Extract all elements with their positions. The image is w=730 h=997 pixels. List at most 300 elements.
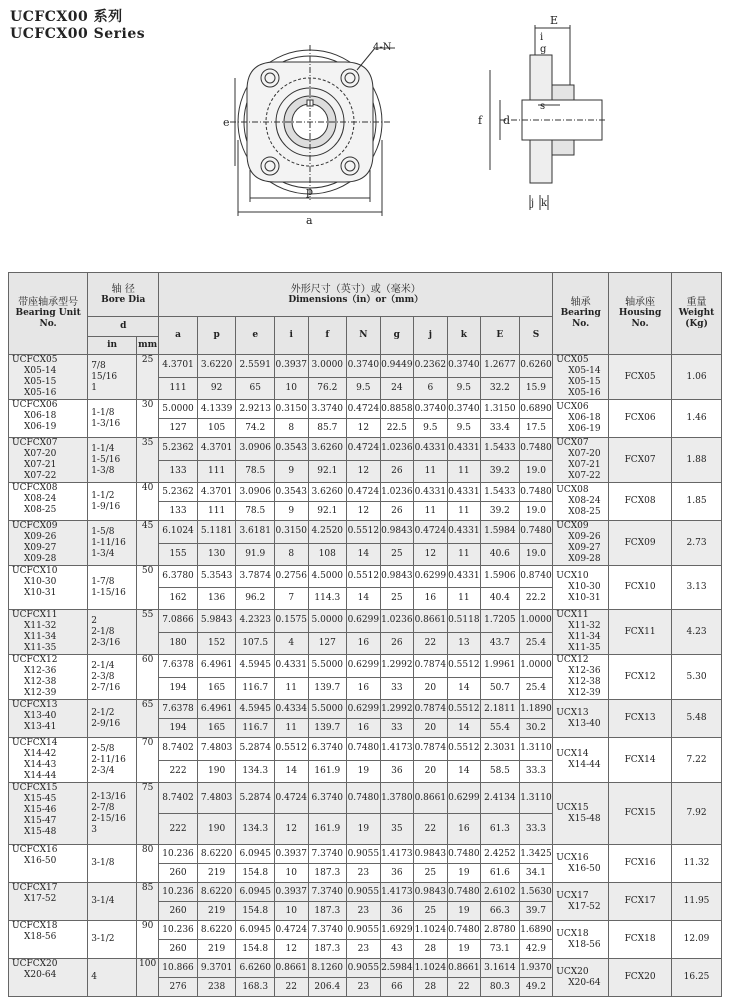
dim-mm-cell: 65 bbox=[236, 377, 275, 400]
weight-cell: 1.06 bbox=[672, 355, 722, 400]
bearing-no-line: UCX05 bbox=[556, 355, 589, 365]
dim-inch-cell: 1.0000 bbox=[519, 655, 553, 678]
dim-mm-cell: 161.9 bbox=[308, 814, 347, 845]
dim-mm-cell: 134.3 bbox=[236, 760, 275, 783]
bearing-no-line: X11-34 bbox=[568, 632, 601, 642]
dim-inch-cell: 1.5630 bbox=[519, 883, 553, 902]
dim-mm-cell: 9 bbox=[275, 460, 309, 483]
dim-mm-cell: 219 bbox=[197, 902, 236, 921]
dim-mm-cell: 40.6 bbox=[481, 543, 520, 566]
dim-inch-cell: 2.8780 bbox=[481, 921, 520, 940]
dim-mm-cell: 190 bbox=[197, 814, 236, 845]
dim-mm-cell: 33.3 bbox=[519, 760, 553, 783]
table-row bbox=[9, 610, 722, 633]
housing-no-cell: FCX11 bbox=[609, 610, 672, 655]
dim-mm-cell: 276 bbox=[159, 978, 198, 997]
dim-inch-cell: 1.1024 bbox=[414, 959, 448, 978]
dim-inch-cell: 5.1181 bbox=[197, 521, 236, 544]
weight-cell: 4.23 bbox=[672, 610, 722, 655]
table-row bbox=[9, 400, 722, 419]
bearing-no-line: X06-19 bbox=[568, 424, 601, 434]
dim-mm-cell: 154.8 bbox=[236, 940, 275, 959]
label-k: k bbox=[541, 198, 548, 209]
dim-inch-cell: 7.6378 bbox=[159, 655, 198, 678]
dim-inch-cell: 8.1260 bbox=[308, 959, 347, 978]
dim-mm-cell: 165 bbox=[197, 677, 236, 700]
housing-no-cell: FCX20 bbox=[609, 959, 672, 997]
dim-inch-cell: 0.9055 bbox=[347, 959, 381, 978]
unit-no-line: UCFCX09 bbox=[12, 521, 58, 531]
dim-mm-cell: 11 bbox=[447, 460, 481, 483]
dim-inch-cell: 0.4724 bbox=[347, 400, 381, 419]
dim-inch-cell: 0.7480 bbox=[519, 438, 553, 461]
dim-inch-cell: 0.8858 bbox=[380, 400, 414, 419]
dim-mm-cell: 10 bbox=[275, 902, 309, 921]
dim-mm-cell: 58.5 bbox=[481, 760, 520, 783]
dim-inch-cell: 5.5000 bbox=[308, 700, 347, 719]
dim-inch-cell: 0.4724 bbox=[347, 483, 381, 502]
header-weight: 重量 Weight (Kg) bbox=[672, 273, 722, 355]
unit-no-line: X12-39 bbox=[24, 688, 57, 698]
dim-inch-cell: 0.5512 bbox=[447, 738, 481, 761]
weight-cell: 1.85 bbox=[672, 483, 722, 521]
unit-no-line: X15-47 bbox=[24, 816, 57, 826]
dim-inch-cell: 4.3701 bbox=[197, 438, 236, 461]
col-g: g bbox=[380, 317, 414, 355]
dim-mm-cell: 11 bbox=[275, 677, 309, 700]
housing-no-cell: FCX14 bbox=[609, 738, 672, 783]
bearing-no-line: X17-52 bbox=[568, 901, 601, 912]
bearing-no-line: X14-44 bbox=[568, 760, 601, 770]
table-row bbox=[9, 521, 722, 544]
bearing-no-cell bbox=[553, 700, 609, 738]
dim-inch-cell: 0.8661 bbox=[447, 959, 481, 978]
unit-no-line: UCFCX12 bbox=[12, 655, 58, 665]
bore-in-cell bbox=[88, 738, 137, 783]
dim-mm-cell: 43 bbox=[380, 940, 414, 959]
dim-mm-cell: 40.4 bbox=[481, 588, 520, 610]
header-dimensions: 外形尺寸（英寸）或（毫米） Dimensions（in）or（mm） bbox=[159, 273, 553, 317]
unit-no-line: UCFCX05 bbox=[12, 355, 58, 365]
bore-mm-cell: 35 bbox=[136, 438, 158, 483]
dim-mm-cell: 108 bbox=[308, 543, 347, 566]
dim-mm-cell: 73.1 bbox=[481, 940, 520, 959]
col-N: N bbox=[347, 317, 381, 355]
header-housing: 轴承座 Housing No. bbox=[609, 273, 672, 355]
dim-inch-cell: 3.0906 bbox=[236, 438, 275, 461]
dim-mm-cell: 12 bbox=[347, 502, 381, 521]
dim-inch-cell: 0.4331 bbox=[447, 438, 481, 461]
header-mm: mm bbox=[136, 337, 158, 355]
dim-inch-cell: 0.9055 bbox=[347, 883, 381, 902]
table-row bbox=[9, 438, 722, 461]
dim-mm-cell: 12 bbox=[347, 419, 381, 438]
bore-in-cell bbox=[88, 883, 137, 921]
header-bearing: 轴承 Bearing No. bbox=[553, 273, 609, 355]
dim-mm-cell: 25 bbox=[380, 588, 414, 610]
dim-mm-cell: 22 bbox=[447, 978, 481, 997]
dim-inch-cell: 0.5512 bbox=[275, 738, 309, 761]
dim-mm-cell: 49.2 bbox=[519, 978, 553, 997]
dim-mm-cell: 16 bbox=[347, 632, 381, 655]
cell-line: 2-15/16 bbox=[91, 813, 126, 824]
housing-no-cell: FCX06 bbox=[609, 400, 672, 438]
unit-no-line: X11-34 bbox=[24, 632, 57, 642]
table-row bbox=[9, 845, 722, 864]
table-row bbox=[9, 921, 722, 940]
dim-mm-cell: 14 bbox=[275, 760, 309, 783]
dim-inch-cell: 6.3740 bbox=[308, 783, 347, 814]
bearing-no-line: X07-22 bbox=[568, 471, 601, 481]
dim-inch-cell: 3.6260 bbox=[308, 438, 347, 461]
cell-line: 1-11/16 bbox=[91, 537, 126, 548]
bore-mm-cell: 65 bbox=[136, 700, 158, 738]
dim-mm-cell: 165 bbox=[197, 719, 236, 738]
weight-cell: 1.46 bbox=[672, 400, 722, 438]
cell-line: 2-1/4 bbox=[91, 660, 115, 671]
dim-inch-cell: 0.4724 bbox=[414, 521, 448, 544]
dim-mm-cell: 19.0 bbox=[519, 543, 553, 566]
dim-mm-cell: 11 bbox=[414, 502, 448, 521]
dim-mm-cell: 14 bbox=[347, 543, 381, 566]
bore-in-cell bbox=[88, 655, 137, 700]
dim-inch-cell: 0.1575 bbox=[275, 610, 309, 633]
bearing-no-line: X13-40 bbox=[568, 718, 601, 729]
bearing-no-line: UCX07 bbox=[556, 438, 589, 448]
front-view-drawing bbox=[215, 40, 435, 245]
table-row bbox=[9, 655, 722, 678]
dim-inch-cell: 0.4331 bbox=[414, 483, 448, 502]
unit-no-cell bbox=[9, 700, 88, 738]
col-p: p bbox=[197, 317, 236, 355]
cell-line: 1-3/4 bbox=[91, 548, 115, 559]
dim-inch-cell: 0.5118 bbox=[447, 610, 481, 633]
dim-mm-cell: 33.3 bbox=[519, 814, 553, 845]
dim-mm-cell: 8 bbox=[275, 543, 309, 566]
dim-mm-cell: 19.0 bbox=[519, 460, 553, 483]
dim-mm-cell: 139.7 bbox=[308, 719, 347, 738]
dim-inch-cell: 7.3740 bbox=[308, 883, 347, 902]
cell-line: 1-1/2 bbox=[91, 490, 115, 501]
bore-mm-cell: 40 bbox=[136, 483, 158, 521]
cell-line: 1 bbox=[91, 382, 97, 393]
dim-mm-cell: 187.3 bbox=[308, 940, 347, 959]
cell-line: 2-5/8 bbox=[91, 743, 115, 754]
housing-no-cell: FCX08 bbox=[609, 483, 672, 521]
unit-no-cell bbox=[9, 483, 88, 521]
dim-inch-cell: 6.1024 bbox=[159, 521, 198, 544]
unit-no-line: UCFCX13 bbox=[12, 700, 58, 710]
dim-inch-cell: 0.3543 bbox=[275, 483, 309, 502]
bore-in-cell bbox=[88, 783, 137, 845]
bearing-no-cell bbox=[553, 483, 609, 521]
dim-mm-cell: 16 bbox=[347, 677, 381, 700]
dim-mm-cell: 55.4 bbox=[481, 719, 520, 738]
unit-no-cell bbox=[9, 921, 88, 959]
dim-inch-cell: 10.866 bbox=[159, 959, 198, 978]
side-view-drawing bbox=[470, 10, 610, 215]
dim-inch-cell: 0.7480 bbox=[519, 521, 553, 544]
unit-no-cell bbox=[9, 959, 88, 997]
dim-mm-cell: 11 bbox=[447, 543, 481, 566]
label-d: d bbox=[503, 114, 511, 127]
unit-no-line: X09-27 bbox=[24, 543, 57, 553]
dim-inch-cell: 0.9843 bbox=[380, 521, 414, 544]
dim-mm-cell: 22 bbox=[414, 814, 448, 845]
dim-mm-cell: 20 bbox=[414, 719, 448, 738]
bearing-no-line: X05-14 bbox=[568, 366, 601, 376]
label-f: f bbox=[478, 114, 483, 127]
bearing-no-line: X05-16 bbox=[568, 388, 601, 398]
cell-line: 1-1/8 bbox=[91, 407, 115, 418]
dim-inch-cell: 6.6260 bbox=[236, 959, 275, 978]
dim-mm-cell: 187.3 bbox=[308, 864, 347, 883]
unit-no-line: X06-19 bbox=[24, 422, 57, 432]
dim-mm-cell: 26 bbox=[380, 632, 414, 655]
dim-inch-cell: 0.9843 bbox=[414, 883, 448, 902]
weight-cell: 5.48 bbox=[672, 700, 722, 738]
unit-no-line: X14-44 bbox=[24, 771, 57, 781]
dim-mm-cell: 15.9 bbox=[519, 377, 553, 400]
cell-line: 15/16 bbox=[91, 371, 118, 382]
housing-no-cell: FCX18 bbox=[609, 921, 672, 959]
dim-inch-cell: 0.3543 bbox=[275, 438, 309, 461]
dim-inch-cell: 1.9370 bbox=[519, 959, 553, 978]
bearing-no-line: UCX13 bbox=[556, 707, 589, 718]
dim-inch-cell: 1.1024 bbox=[414, 921, 448, 940]
dim-mm-cell: 66 bbox=[380, 978, 414, 997]
unit-no-line: UCFCX07 bbox=[12, 438, 58, 448]
bearing-no-line: X20-64 bbox=[568, 977, 601, 988]
cell-line: 2-1/2 bbox=[91, 707, 115, 718]
dim-inch-cell: 0.9843 bbox=[380, 566, 414, 588]
dim-inch-cell: 1.4173 bbox=[380, 845, 414, 864]
dim-mm-cell: 28 bbox=[414, 978, 448, 997]
dim-inch-cell: 0.5512 bbox=[347, 566, 381, 588]
dim-inch-cell: 3.6220 bbox=[197, 355, 236, 378]
unit-no-line: UCFCX06 bbox=[12, 400, 58, 410]
dim-mm-cell: 24 bbox=[380, 377, 414, 400]
unit-no-line: UCFCX08 bbox=[12, 483, 58, 493]
dim-mm-cell: 23 bbox=[347, 940, 381, 959]
dim-inch-cell: 0.4724 bbox=[275, 783, 309, 814]
unit-no-cell bbox=[9, 845, 88, 883]
dim-mm-cell: 9.5 bbox=[347, 377, 381, 400]
unit-no-line: UCFCX11 bbox=[12, 610, 58, 620]
dim-inch-cell: 6.4961 bbox=[197, 655, 236, 678]
bearing-no-cell bbox=[553, 783, 609, 845]
dim-inch-cell: 5.3543 bbox=[197, 566, 236, 588]
dim-inch-cell: 0.7874 bbox=[414, 700, 448, 719]
dim-mm-cell: 194 bbox=[159, 719, 198, 738]
unit-no-cell bbox=[9, 883, 88, 921]
dim-inch-cell: 1.0000 bbox=[519, 610, 553, 633]
dim-inch-cell: 0.7480 bbox=[519, 483, 553, 502]
weight-cell: 16.25 bbox=[672, 959, 722, 997]
dim-inch-cell: 0.2756 bbox=[275, 566, 309, 588]
dim-inch-cell: 1.4173 bbox=[380, 738, 414, 761]
dim-inch-cell: 4.5945 bbox=[236, 700, 275, 719]
bearing-no-line: X11-35 bbox=[568, 643, 601, 653]
table-row bbox=[9, 883, 722, 902]
bore-mm-cell: 70 bbox=[136, 738, 158, 783]
dim-inch-cell: 0.3740 bbox=[414, 400, 448, 419]
unit-no-line: X10-30 bbox=[24, 577, 57, 587]
dim-inch-cell: 0.7874 bbox=[414, 738, 448, 761]
dim-mm-cell: 12 bbox=[347, 460, 381, 483]
bearing-no-cell bbox=[553, 845, 609, 883]
bore-in-cell bbox=[88, 700, 137, 738]
bore-mm-cell: 60 bbox=[136, 655, 158, 700]
dim-mm-cell: 92 bbox=[197, 377, 236, 400]
dim-mm-cell: 127 bbox=[159, 419, 198, 438]
cell-line: 1-1/4 bbox=[91, 443, 115, 454]
unit-no-line: X14-42 bbox=[24, 749, 57, 759]
unit-no-line: X13-40 bbox=[24, 711, 57, 721]
dim-inch-cell: 0.9055 bbox=[347, 845, 381, 864]
dim-inch-cell: 1.5906 bbox=[481, 566, 520, 588]
dim-inch-cell: 0.8661 bbox=[414, 610, 448, 633]
bearing-no-line: X09-28 bbox=[568, 554, 601, 564]
dim-inch-cell: 4.3701 bbox=[197, 483, 236, 502]
weight-cell: 2.73 bbox=[672, 521, 722, 566]
unit-no-line: UCFCX14 bbox=[12, 738, 58, 748]
weight-cell: 5.30 bbox=[672, 655, 722, 700]
bore-mm-cell: 55 bbox=[136, 610, 158, 655]
bearing-no-cell bbox=[553, 438, 609, 483]
dim-inch-cell: 0.8661 bbox=[414, 783, 448, 814]
dim-mm-cell: 33 bbox=[380, 719, 414, 738]
unit-no-cell bbox=[9, 610, 88, 655]
bearing-no-line: X12-39 bbox=[568, 688, 601, 698]
dim-mm-cell: 6 bbox=[414, 377, 448, 400]
unit-no-line: X05-14 bbox=[24, 366, 57, 376]
dim-mm-cell: 26 bbox=[380, 502, 414, 521]
unit-no-line: X05-15 bbox=[24, 377, 57, 387]
bearing-no-line: UCX18 bbox=[556, 928, 589, 939]
unit-no-line: X18-56 bbox=[24, 932, 57, 942]
dim-mm-cell: 78.5 bbox=[236, 460, 275, 483]
bearing-no-line: UCX11 bbox=[556, 610, 589, 620]
dim-mm-cell: 14 bbox=[447, 760, 481, 783]
weight-cell: 11.32 bbox=[672, 845, 722, 883]
dim-mm-cell: 11 bbox=[447, 588, 481, 610]
cell-line: 1-3/16 bbox=[91, 418, 121, 429]
dim-inch-cell: 0.3937 bbox=[275, 355, 309, 378]
dim-mm-cell: 78.5 bbox=[236, 502, 275, 521]
dim-inch-cell: 0.3937 bbox=[275, 845, 309, 864]
dim-inch-cell: 6.0945 bbox=[236, 883, 275, 902]
label-j: j bbox=[531, 198, 535, 209]
dim-inch-cell: 0.4331 bbox=[275, 655, 309, 678]
dim-inch-cell: 8.6220 bbox=[197, 921, 236, 940]
weight-cell: 7.92 bbox=[672, 783, 722, 845]
dim-mm-cell: 127 bbox=[308, 632, 347, 655]
dim-inch-cell: 5.2874 bbox=[236, 738, 275, 761]
dim-mm-cell: 19 bbox=[447, 940, 481, 959]
bearing-no-line: X08-24 bbox=[568, 496, 601, 506]
dim-inch-cell: 0.3150 bbox=[275, 521, 309, 544]
bearing-no-cell bbox=[553, 355, 609, 400]
dim-inch-cell: 7.4803 bbox=[197, 783, 236, 814]
dim-inch-cell: 4.1339 bbox=[197, 400, 236, 419]
cell-line: 2-3/16 bbox=[91, 637, 121, 648]
dim-mm-cell: 4 bbox=[275, 632, 309, 655]
dim-mm-cell: 10 bbox=[275, 377, 309, 400]
bore-mm-cell: 85 bbox=[136, 883, 158, 921]
dim-inch-cell: 1.2992 bbox=[380, 700, 414, 719]
bearing-no-line: UCX10 bbox=[556, 571, 589, 581]
dim-mm-cell: 136 bbox=[197, 588, 236, 610]
dim-inch-cell: 0.4331 bbox=[414, 438, 448, 461]
dim-inch-cell: 0.6260 bbox=[519, 355, 553, 378]
bore-mm-cell: 80 bbox=[136, 845, 158, 883]
dim-inch-cell: 2.5984 bbox=[380, 959, 414, 978]
cell-line: 2-11/16 bbox=[91, 754, 126, 765]
unit-no-line: X05-16 bbox=[24, 388, 57, 398]
cell-line: 2-3/4 bbox=[91, 765, 115, 776]
weight-cell: 7.22 bbox=[672, 738, 722, 783]
dim-mm-cell: 22 bbox=[275, 978, 309, 997]
table-row bbox=[9, 959, 722, 978]
unit-no-cell bbox=[9, 566, 88, 610]
dim-inch-cell: 1.3110 bbox=[519, 738, 553, 761]
dim-mm-cell: 61.3 bbox=[481, 814, 520, 845]
dim-inch-cell: 1.0236 bbox=[380, 610, 414, 633]
bore-in-cell bbox=[88, 610, 137, 655]
dim-mm-cell: 14 bbox=[347, 588, 381, 610]
dim-inch-cell: 0.7874 bbox=[414, 655, 448, 678]
dim-mm-cell: 162 bbox=[159, 588, 198, 610]
unit-no-line: UCFCX18 bbox=[12, 921, 58, 931]
dim-mm-cell: 42.9 bbox=[519, 940, 553, 959]
dim-inch-cell: 1.0236 bbox=[380, 483, 414, 502]
bearing-no-line: X06-18 bbox=[568, 413, 601, 423]
bearing-no-cell bbox=[553, 959, 609, 997]
cell-line: 3-1/2 bbox=[91, 934, 115, 944]
dim-mm-cell: 168.3 bbox=[236, 978, 275, 997]
header-unit: 带座轴承型号 Bearing Unit No. bbox=[9, 273, 88, 355]
bearing-no-line: UCX14 bbox=[556, 749, 589, 759]
dim-inch-cell: 6.3780 bbox=[159, 566, 198, 588]
cell-line: 2-13/16 bbox=[91, 791, 126, 802]
dim-inch-cell: 0.6299 bbox=[447, 783, 481, 814]
cell-line: 3-1/8 bbox=[91, 858, 115, 868]
bearing-no-line: X12-38 bbox=[568, 677, 601, 687]
bearing-no-line: UCX16 bbox=[556, 852, 589, 863]
dim-mm-cell: 180 bbox=[159, 632, 198, 655]
dim-mm-cell: 219 bbox=[197, 940, 236, 959]
dim-inch-cell: 0.6299 bbox=[347, 610, 381, 633]
dim-mm-cell: 16 bbox=[347, 719, 381, 738]
dim-mm-cell: 33 bbox=[380, 677, 414, 700]
header-bore: 轴 径 Bore Dia bbox=[88, 273, 159, 317]
dim-mm-cell: 7 bbox=[275, 588, 309, 610]
dim-inch-cell: 2.4252 bbox=[481, 845, 520, 864]
dim-inch-cell: 7.4803 bbox=[197, 738, 236, 761]
unit-no-line: X20-64 bbox=[24, 970, 57, 980]
dim-mm-cell: 23 bbox=[347, 864, 381, 883]
unit-no-line: UCFCX16 bbox=[12, 845, 58, 855]
cell-line: 2-9/16 bbox=[91, 718, 121, 729]
title-cn: UCFCX00 系列 bbox=[10, 9, 123, 25]
dim-inch-cell: 0.6299 bbox=[347, 700, 381, 719]
bearing-no-line: X18-56 bbox=[568, 939, 601, 950]
bearing-no-cell bbox=[553, 400, 609, 438]
unit-no-line: X07-20 bbox=[24, 449, 57, 459]
dim-inch-cell: 3.1614 bbox=[481, 959, 520, 978]
dim-mm-cell: 30.2 bbox=[519, 719, 553, 738]
